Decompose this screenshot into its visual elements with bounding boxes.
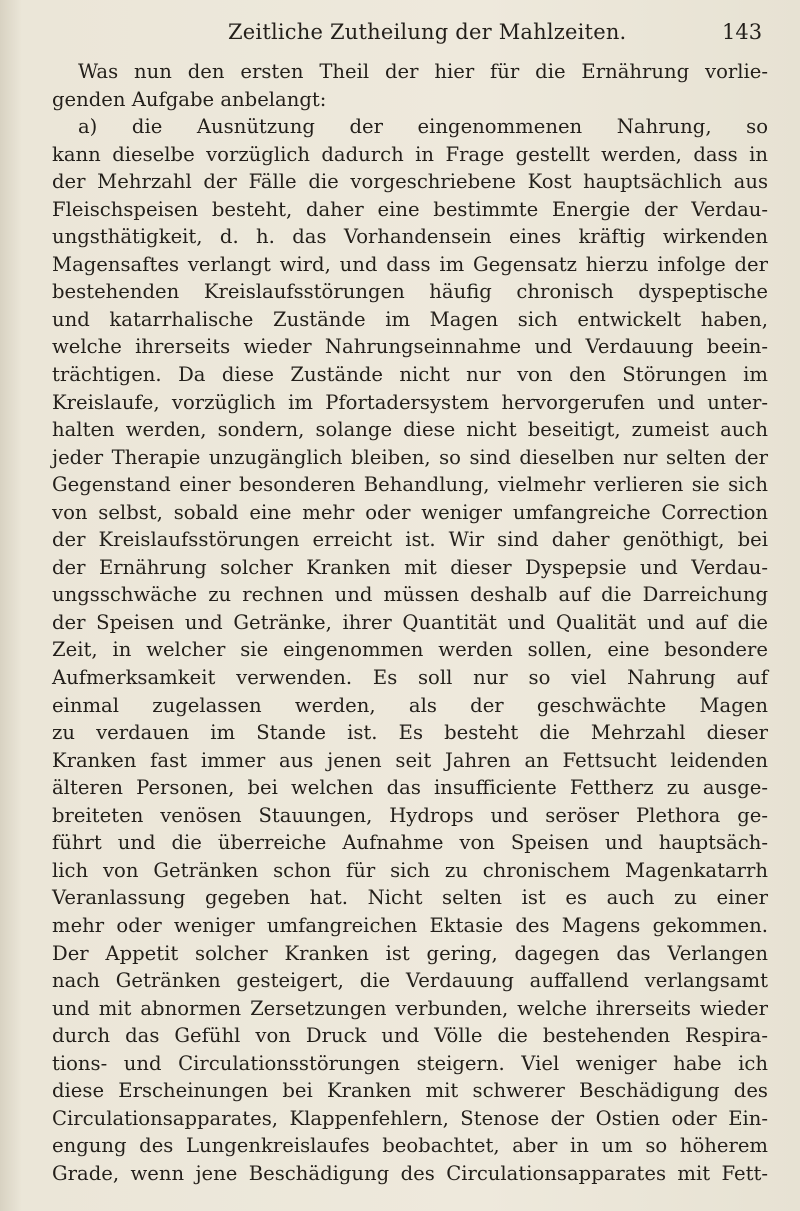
- text-line: jeder Therapie unzugänglich bleiben, so sind dieselben nur selten der: [52, 445, 768, 469]
- text-line: a) die Ausnützung der eingenommenen Nahrung, so: [78, 115, 768, 139]
- text-line: trächtigen. Da diese Zustände nicht nur von den Störungen im: [52, 363, 768, 387]
- page-header: [0, 20, 800, 52]
- text-line: der Kreislaufsstörungen erreicht ist. Wir sind daher genöthigt, bei: [52, 528, 768, 552]
- text-line: Aufmerksamkeit verwenden. Es soll nur so viel Nahrung auf: [52, 666, 768, 690]
- text-line: und katarrhalische Zustände im Magen sich entwickelt haben,: [52, 307, 768, 331]
- text-line: engung des Lungenkreislaufes beobachtet, aber in um so höherem: [52, 1134, 768, 1158]
- text-line: Magensaftes verlangt wird, und dass im Gegensatz hierzu infolge der: [52, 252, 768, 276]
- text-line: Veranlassung gegeben hat. Nicht selten ist es auch zu einer: [52, 886, 768, 910]
- text-line: Zeit, in welcher sie eingenommen werden sollen, eine besondere: [52, 638, 768, 662]
- text-line: Der Appetit solcher Kranken ist gering, dagegen das Verlangen: [52, 941, 768, 965]
- text-line: Kreislaufe, vorzüglich im Pfortadersystem hervorgerufen und unter-: [52, 390, 768, 414]
- text-line: durch das Gefühl von Druck und Völle die bestehenden Respira-: [52, 1024, 768, 1048]
- text-line: von selbst, sobald eine mehr oder weniger umfangreiche Correction: [52, 500, 768, 524]
- text-line: welche ihrerseits wieder Nahrungseinnahme und Verdauung beein-: [52, 335, 768, 359]
- text-line: lich von Getränken schon für sich zu chronischem Magenkatarrh: [52, 858, 768, 882]
- text-line: der Mehrzahl der Fälle die vorgeschriebene Kost hauptsächlich aus: [52, 170, 768, 194]
- text-line: älteren Personen, bei welchen das insufficiente Fettherz zu ausge-: [52, 776, 768, 800]
- text-line: Was nun den ersten Theil der hier für die Ernährung vorlie-: [78, 60, 768, 83]
- text-line: mehr oder weniger umfangreichen Ektasie des Magens gekommen.: [52, 913, 768, 937]
- text-line: ungsthätigkeit, d. h. das Vorhandensein eines kräftig wirkenden: [52, 225, 768, 249]
- text-line: der Ernährung solcher Kranken mit dieser Dyspepsie und Verdau-: [52, 555, 768, 579]
- text-line: einmal zugelassen werden, als der geschwächte Magen: [52, 693, 768, 717]
- text-line: genden Aufgabe anbelangt:: [52, 87, 327, 111]
- body-text: [52, 58, 768, 1187]
- text-line: ungsschwäche zu rechnen und müssen deshalb auf die Darreichung: [52, 583, 768, 607]
- running-head: Zeitliche Zutheilung der Mahlzeiten.: [228, 20, 627, 44]
- text-line: tions- und Circulationsstörungen steigern. Viel weniger habe ich: [52, 1051, 768, 1075]
- text-line: zu verdauen im Stande ist. Es besteht die Mehrzahl dieser: [52, 721, 768, 745]
- text-line: der Speisen und Getränke, ihrer Quantität und Qualität und auf die: [52, 610, 768, 634]
- text-line: kann dieselbe vorzüglich dadurch in Frage gestellt werden, dass in: [52, 142, 768, 166]
- text-line: nach Getränken gesteigert, die Verdauung auffallend verlangsamt: [52, 969, 768, 993]
- text-line: und mit abnormen Zersetzungen verbunden, welche ihrerseits wieder: [52, 996, 768, 1020]
- text-line: Fleischspeisen besteht, daher eine bestimmte Energie der Verdau-: [52, 197, 768, 221]
- text-line: bestehenden Kreislaufsstörungen häufig chronisch dyspeptische: [52, 280, 768, 304]
- text-line: Kranken fast immer aus jenen seit Jahren an Fettsucht leidenden: [52, 748, 768, 772]
- text-line: führt und die überreiche Aufnahme von Speisen und hauptsäch-: [52, 831, 768, 855]
- text-line: Circulationsapparates, Klappenfehlern, Stenose der Ostien oder Ein-: [52, 1106, 768, 1130]
- text-line: Gegenstand einer besonderen Behandlung, vielmehr verlieren sie sich: [52, 473, 768, 497]
- text-line: halten werden, sondern, solange diese nicht beseitigt, zumeist auch: [52, 418, 768, 442]
- text-line: diese Erscheinungen bei Kranken mit schwerer Beschädigung des: [52, 1079, 768, 1103]
- text-line: Grade, wenn jene Beschädigung des Circulationsapparates mit Fett-: [52, 1161, 768, 1185]
- text-line: breiteten venösen Stauungen, Hydrops und seröser Plethora ge-: [52, 803, 768, 827]
- page-number: 143: [722, 20, 763, 44]
